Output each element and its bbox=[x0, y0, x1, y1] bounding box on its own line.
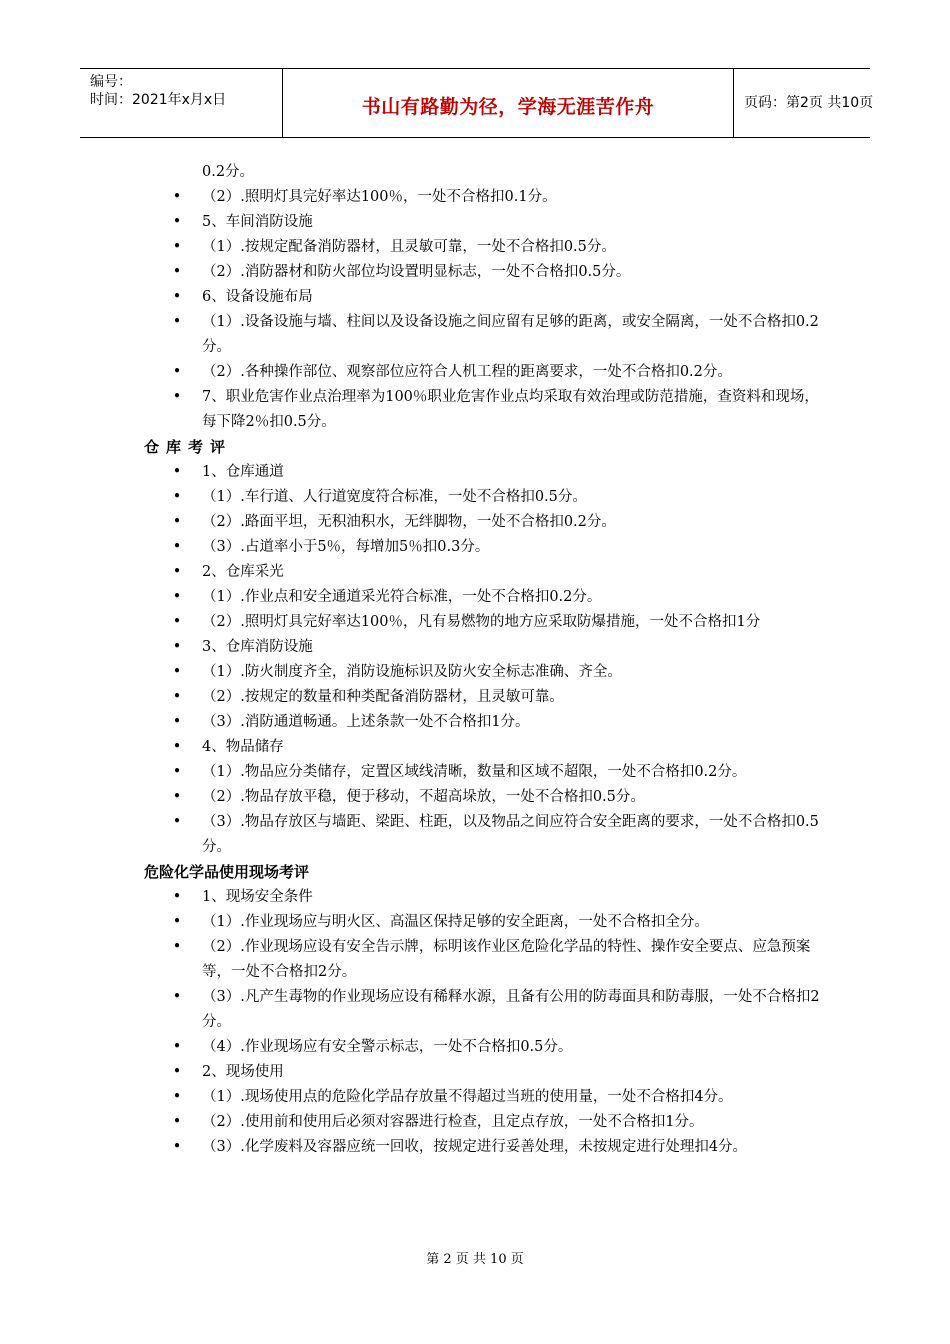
list-item bbox=[140, 310, 820, 360]
list-item bbox=[140, 660, 820, 685]
list-item-text: 1、仓库通道 bbox=[202, 464, 284, 480]
list-item bbox=[140, 1135, 820, 1160]
list-item bbox=[140, 235, 820, 260]
list-item-text: （3）.消防通道畅通。上述条款一处不合格扣1分。 bbox=[202, 714, 530, 730]
list-item-text: （2）.消防器材和防火部位均设置明显标志，一处不合格扣0.5分。 bbox=[202, 264, 631, 280]
document-number-label: 编号： bbox=[90, 74, 132, 90]
bullet-icon: • bbox=[172, 214, 182, 230]
bullet-icon: • bbox=[172, 264, 182, 280]
document-body bbox=[140, 160, 820, 1160]
list-item-text: （2）.照明灯具完好率达100％，凡有易燃物的地方应采取防爆措施，一处不合格扣1分 bbox=[202, 614, 761, 630]
list-item-text: （2）.各种操作部位、观察部位应符合人机工程的距离要求，一处不合格扣0.2分。 bbox=[202, 364, 732, 380]
list-item bbox=[140, 1035, 820, 1060]
list-item bbox=[140, 885, 820, 910]
list-item-text: （1）.作业点和安全通道采光符合标准，一处不合格扣0.2分。 bbox=[202, 589, 602, 605]
section-title-warehouse: 仓库考评 bbox=[144, 438, 233, 456]
bullet-icon: • bbox=[172, 489, 182, 505]
list-item bbox=[140, 735, 820, 760]
list-item-text: （3）.化学废料及容器应统一回收，按规定进行妥善处理，未按规定进行处理扣4分。 bbox=[202, 1139, 748, 1155]
header-motto: 书山有路勤为径，学海无涯苦作舟 bbox=[361, 96, 655, 118]
bullet-icon: • bbox=[172, 189, 182, 205]
list-item bbox=[140, 760, 820, 785]
list-item-text: （1）.车行道、人行道宽度符合标准，一处不合格扣0.5分。 bbox=[202, 489, 587, 505]
list-item bbox=[140, 710, 820, 735]
list-item bbox=[140, 785, 820, 810]
bullet-icon: • bbox=[172, 364, 182, 380]
bullet-icon: • bbox=[172, 539, 182, 555]
list-item bbox=[140, 385, 820, 435]
list-item-text: （1）.物品应分类储存，定置区域线清晰，数量和区域不超限，一处不合格扣0.2分。 bbox=[202, 764, 747, 780]
list-item-text: 5、车间消防设施 bbox=[202, 214, 313, 230]
bullet-icon: • bbox=[172, 239, 182, 255]
list-item-text: 2、仓库采光 bbox=[202, 564, 284, 580]
bullet-icon: • bbox=[172, 564, 182, 580]
list-item-text: （2）.照明灯具完好率达100％，一处不合格扣0.1分。 bbox=[202, 189, 557, 205]
bullet-icon: • bbox=[172, 1064, 182, 1080]
continuation-text: 0.2分。 bbox=[202, 164, 255, 180]
list-item-text: 4、物品储存 bbox=[202, 739, 284, 755]
section-title-chemicals: 危险化学品使用现场考评 bbox=[144, 863, 310, 881]
list-item-text: （3）.凡产生毒物的作业现场应设有稀释水源，且备有公用的防毒面具和防毒服，一处不合格扣2分。 bbox=[202, 989, 820, 1030]
bullet-icon: • bbox=[172, 1139, 182, 1155]
bullet-icon: • bbox=[172, 1039, 182, 1055]
bullet-icon: • bbox=[172, 889, 182, 905]
chemical-criteria-list bbox=[140, 885, 820, 1160]
list-item bbox=[140, 610, 820, 635]
list-item bbox=[140, 260, 820, 285]
list-item-text: （1）.现场使用点的危险化学品存放量不得超过当班的使用量，一处不合格扣4分。 bbox=[202, 1089, 733, 1105]
list-item-text: 6、设备设施布局 bbox=[202, 289, 313, 305]
bullet-icon: • bbox=[172, 814, 182, 830]
list-item-text: （2）.物品存放平稳，便于移动，不超高垛放，一处不合格扣0.5分。 bbox=[202, 789, 645, 805]
bullet-icon: • bbox=[172, 689, 182, 705]
header-page-cell bbox=[734, 69, 874, 137]
list-item bbox=[140, 185, 820, 210]
bullet-icon: • bbox=[172, 589, 182, 605]
list-item bbox=[140, 210, 820, 235]
warehouse-criteria-list bbox=[140, 460, 820, 860]
bullet-icon: • bbox=[172, 289, 182, 305]
header-page-info: 页码：第2页 共10页 bbox=[744, 95, 874, 111]
list-item-text: （2）.作业现场应设有安全告示牌，标明该作业区危险化学品的特性、操作安全要点、应急预案等，一处不合格扣2分。 bbox=[202, 939, 811, 980]
bullet-icon: • bbox=[172, 714, 182, 730]
document-header bbox=[80, 68, 874, 138]
list-item bbox=[140, 910, 820, 935]
list-item-text: （2）.按规定的数量和种类配备消防器材，且灵敏可靠。 bbox=[202, 689, 564, 705]
list-item-text: （2）.使用前和使用后必须对容器进行检查，且定点存放，一处不合格扣1分。 bbox=[202, 1114, 704, 1130]
list-item-text: （4）.作业现场应有安全警示标志，一处不合格扣0.5分。 bbox=[202, 1039, 573, 1055]
list-item bbox=[140, 560, 820, 585]
list-item bbox=[140, 535, 820, 560]
list-item bbox=[140, 285, 820, 310]
list-item bbox=[140, 635, 820, 660]
list-item bbox=[140, 935, 820, 985]
list-item-text: （1）.防火制度齐全，消防设施标识及防火安全标志准确、齐全。 bbox=[202, 664, 622, 680]
list-item-text: （2）.路面平坦，无积油积水，无绊脚物，一处不合格扣0.2分。 bbox=[202, 514, 616, 530]
bullet-icon: • bbox=[172, 989, 182, 1005]
list-item bbox=[140, 1060, 820, 1085]
list-item-text: （1）.作业现场应与明火区、高温区保持足够的安全距离，一处不合格扣全分。 bbox=[202, 914, 709, 930]
bullet-icon: • bbox=[172, 789, 182, 805]
list-item bbox=[140, 685, 820, 710]
bullet-icon: • bbox=[172, 739, 182, 755]
list-item bbox=[140, 1110, 820, 1135]
page-footer: 第 2 页 共 10 页 bbox=[426, 1252, 524, 1267]
list-item-text: 1、现场安全条件 bbox=[202, 889, 313, 905]
list-item bbox=[140, 460, 820, 485]
header-meta-cell bbox=[80, 69, 282, 137]
bullet-icon: • bbox=[172, 464, 182, 480]
list-item bbox=[140, 1085, 820, 1110]
list-item bbox=[140, 585, 820, 610]
bullet-icon: • bbox=[172, 914, 182, 930]
list-item bbox=[140, 360, 820, 385]
bullet-icon: • bbox=[172, 514, 182, 530]
bullet-icon: • bbox=[172, 614, 182, 630]
list-item-text: （3）.占道率小于5％，每增加5％扣0.3分。 bbox=[202, 539, 490, 555]
bullet-icon: • bbox=[172, 1089, 182, 1105]
list-item-text: （1）.设备设施与墙、柱间以及设备设施之间应留有足够的距离，或安全隔离，一处不合格扣0.2分。 bbox=[202, 314, 819, 355]
bullet-icon: • bbox=[172, 664, 182, 680]
list-item-text: （3）.物品存放区与墙距、梁距、柱距，以及物品之间应符合安全距离的要求，一处不合格扣0.5分。 bbox=[202, 814, 819, 855]
list-item bbox=[140, 510, 820, 535]
document-time-label: 时间：2021年x月x日 bbox=[90, 92, 227, 108]
list-item-text: 2、现场使用 bbox=[202, 1064, 284, 1080]
bullet-icon: • bbox=[172, 1114, 182, 1130]
list-item-text: （1）.按规定配备消防器材，且灵敏可靠，一处不合格扣0.5分。 bbox=[202, 239, 616, 255]
bullet-icon: • bbox=[172, 639, 182, 655]
bullet-icon: • bbox=[172, 314, 182, 330]
bullet-icon: • bbox=[172, 389, 182, 405]
list-item bbox=[140, 485, 820, 510]
list-item bbox=[140, 810, 820, 860]
bullet-icon: • bbox=[172, 764, 182, 780]
list-item-text: 3、仓库消防设施 bbox=[202, 639, 313, 655]
list-item-text: 7、职业危害作业点治理率为100％职业危害作业点均采取有效治理或防范措施，查资料和现场，每下降2％扣0.5分。 bbox=[202, 389, 819, 430]
list-item bbox=[140, 985, 820, 1035]
workshop-criteria-list bbox=[140, 185, 820, 435]
bullet-icon: • bbox=[172, 939, 182, 955]
header-motto-cell bbox=[282, 69, 734, 137]
